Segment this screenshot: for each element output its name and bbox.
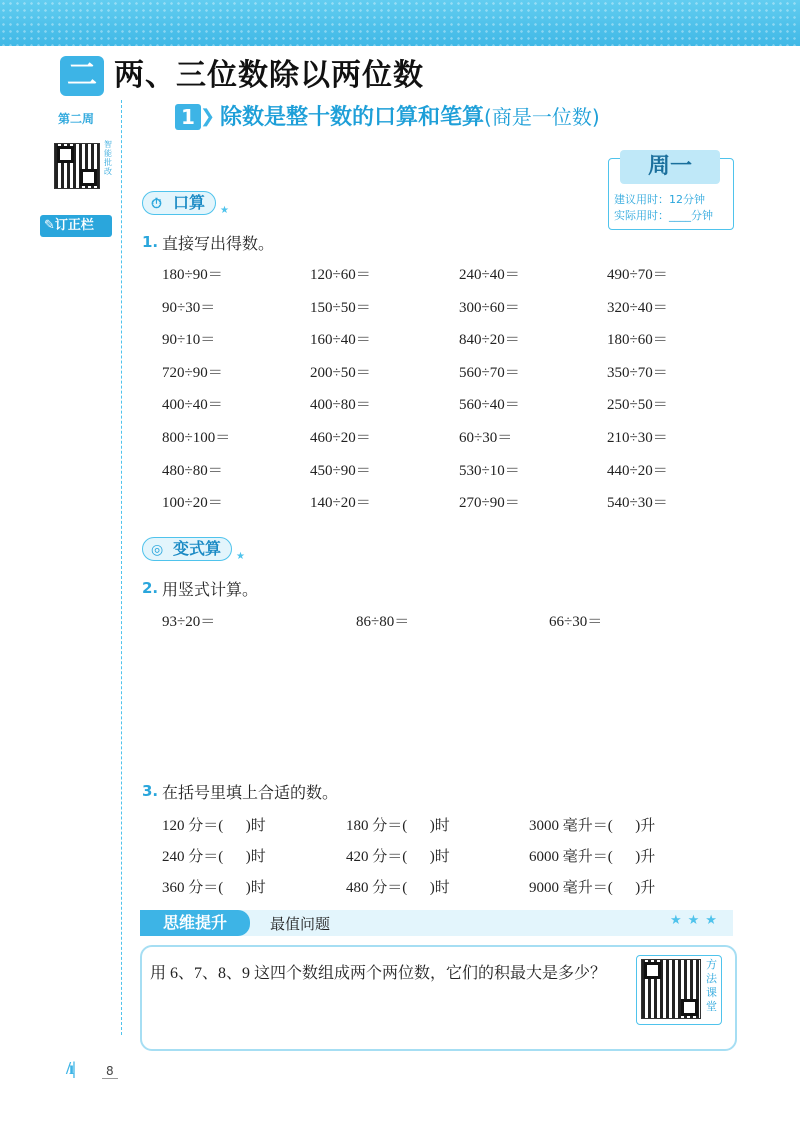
conversion-item: 420 分＝( )时: [346, 849, 450, 865]
unit-number-badge: 二: [60, 56, 104, 96]
stopwatch-icon: ⏱: [151, 196, 162, 212]
qr-code-icon[interactable]: [54, 143, 100, 189]
arithmetic-item: 250÷50＝: [607, 397, 668, 414]
question-text: 在括号里填上合适的数。: [162, 785, 339, 802]
arithmetic-item: 270÷90＝: [459, 495, 520, 512]
question-number: 1.: [142, 233, 159, 251]
method-qr-caption: 方法课堂: [706, 959, 717, 1013]
arithmetic-item: 490÷70＝: [607, 267, 668, 283]
page-number: 8: [102, 1064, 118, 1079]
arithmetic-item: 720÷90＝: [162, 364, 223, 381]
arithmetic-item: 180÷60＝: [607, 332, 668, 349]
arithmetic-item: 120÷60＝: [310, 267, 371, 283]
arithmetic-item: 140÷20＝: [310, 495, 371, 512]
pencil-icon: ✎: [44, 218, 55, 233]
arithmetic-item: 560÷40＝: [459, 397, 520, 414]
arithmetic-item: 210÷30＝: [607, 430, 668, 446]
lesson-number-badge: 1: [175, 104, 201, 130]
arithmetic-item: 300÷60＝: [459, 299, 520, 316]
actual-time: 实际用时：____分钟: [614, 209, 713, 222]
margin-divider: [121, 100, 122, 1035]
difficulty-stars: ★★★: [670, 912, 723, 927]
arithmetic-item: 540÷30＝: [607, 495, 668, 512]
chevron-right-icon: ❯: [200, 106, 216, 126]
arithmetic-item: 560÷70＝: [459, 364, 520, 381]
lesson-subtitle: (商是一位数): [484, 105, 600, 129]
conversion-item: 120 分＝( )时: [162, 818, 266, 834]
question-number: 3.: [142, 782, 159, 800]
arithmetic-item: 440÷20＝: [607, 462, 668, 479]
day-label: 周一: [620, 150, 720, 184]
conversion-item: 6000 毫升＝( )升: [529, 849, 656, 865]
conversion-item: 240 分＝( )时: [162, 849, 266, 865]
arithmetic-item: 840÷20＝: [459, 332, 520, 349]
vertical-calc-item: 93÷20＝: [162, 614, 216, 630]
suggested-time: 建议用时：12分钟: [614, 193, 705, 206]
week-label: 第二周: [58, 112, 95, 126]
arithmetic-item: 160÷40＝: [310, 332, 371, 349]
section-tag-mental: [142, 191, 230, 216]
star-icon: ★: [236, 551, 246, 562]
arithmetic-item: 450÷90＝: [310, 462, 371, 479]
unit-title: 两、三位数除以两位数: [114, 58, 424, 93]
vertical-calc-item: 66÷30＝: [549, 614, 603, 630]
target-icon: ◎: [151, 542, 164, 558]
conversion-item: 480 分＝( )时: [346, 880, 450, 896]
conversion-item: 9000 毫升＝( )升: [529, 880, 656, 896]
arithmetic-item: 100÷20＝: [162, 495, 223, 512]
arithmetic-item: 350÷70＝: [607, 364, 668, 381]
conversion-item: 360 分＝( )时: [162, 880, 266, 896]
header-dot-pattern: [0, 0, 800, 46]
correction-column-label: [40, 215, 112, 237]
thinking-subtitle: 最值问题: [270, 917, 331, 933]
arithmetic-item: 320÷40＝: [607, 299, 668, 316]
lesson-title: [220, 102, 600, 133]
star-icon: ★: [220, 205, 230, 216]
arithmetic-item: 240÷40＝: [459, 267, 520, 283]
thinking-label: 思维提升: [140, 910, 250, 936]
arithmetic-item: 200÷50＝: [310, 364, 371, 381]
arithmetic-item: 60÷30＝: [459, 430, 513, 446]
arithmetic-item: 90÷30＝: [162, 299, 216, 316]
arithmetic-item: 480÷80＝: [162, 462, 223, 479]
arithmetic-item: 90÷10＝: [162, 332, 216, 349]
lesson-title-main: 除数是整十数的口算和笔算: [220, 105, 485, 130]
arithmetic-item: 460÷20＝: [310, 430, 371, 446]
vertical-calc-item: 86÷80＝: [356, 614, 410, 630]
qr-caption: 智能批改: [104, 140, 112, 176]
question-text: 直接写出得数。: [162, 236, 275, 253]
correction-label: 订正栏: [54, 218, 94, 233]
question-number: 2.: [142, 579, 159, 597]
section-tag-label: 口算: [173, 193, 206, 212]
arithmetic-item: 150÷50＝: [310, 299, 371, 316]
qr-code-icon[interactable]: [641, 959, 701, 1019]
arithmetic-item: 530÷10＝: [459, 462, 520, 479]
arithmetic-item: 800÷100＝: [162, 430, 231, 446]
problem-text: 用 6、7、8、9 这四个数组成两个两位数，它们的积最大是多少？: [150, 965, 607, 982]
books-icon: /ı|: [66, 1058, 74, 1078]
question-text: 用竖式计算。: [162, 582, 259, 599]
arithmetic-item: 400÷80＝: [310, 397, 371, 414]
section-tag-variant: [142, 537, 246, 562]
section-tag-label: 变式算: [173, 539, 222, 558]
arithmetic-item: 180÷90＝: [162, 267, 223, 283]
conversion-item: 3000 毫升＝( )升: [529, 818, 656, 834]
conversion-item: 180 分＝( )时: [346, 818, 450, 834]
arithmetic-item: 400÷40＝: [162, 397, 223, 414]
